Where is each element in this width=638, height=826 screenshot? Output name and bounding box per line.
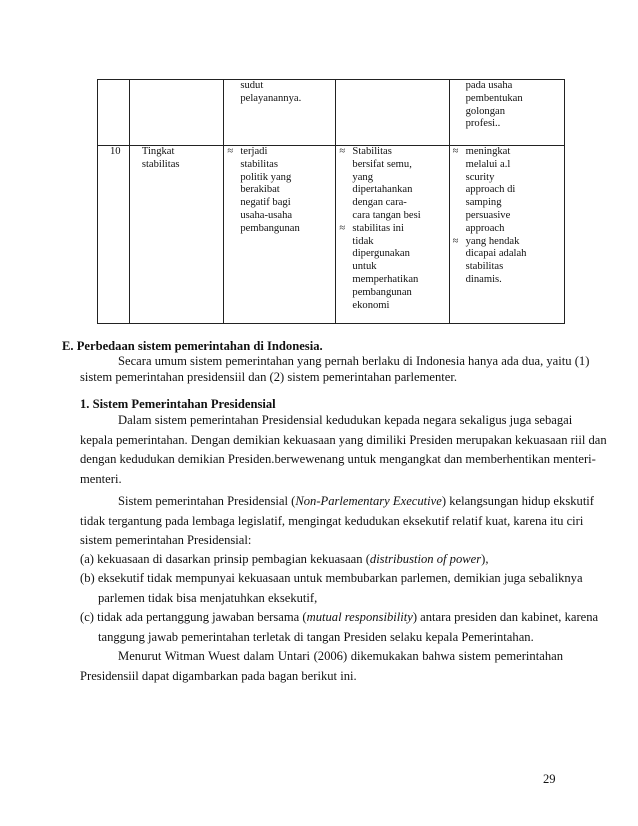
approx-bullet-icon: ≈ [339,222,346,234]
comparison-table [97,79,565,324]
table-cell: sudut pelayanannya. [224,80,336,146]
section-heading: E. Perbedaan sistem pemerintahan di Indonesia. [62,339,323,353]
paragraph: Dalam sistem pemerintahan Presidensial kedudukan kepada negara sekaligus juga sebagai kepala pemerintahan. Dengan demikian kekuasaan yang dimiliki Presiden merupakan kekuasaan riil dan dengan kedudukan demikian Presiden.berwewenang untuk mengangkat dan memberhentikan menteri- menteri. [80,413,607,486]
approx-bullet-icon: ≈ [452,146,459,157]
table-cell: pada usaha pembentukan golongan profesi.. [449,80,564,146]
table-cell [336,146,449,324]
approx-bullet-icon: ≈ [227,146,234,157]
sub-heading: 1. Sistem Pemerintahan Presidensial [80,397,276,411]
paragraph: Menurut Witman Wuest dalam Untari (2006) dikemukakan bahwa sistem pemerintahan Presidensiil dapat digambarkan pada bagan berikut ini. [80,649,563,683]
intro-paragraph: Secara umum sistem pemerintahan yang pernah berlaku di Indonesia hanya ada dua, yaitu (1) sistem pemerintahan presidensiil dan (2) sistem pemerintahan parlementer. [80,354,590,384]
list-item: (b) eksekutif tidak mempunyai kekuasaan untuk membubarkan parlemen, demikian juga sebaliknya parlemen tidak bisa menjatuhkan eksekutif, [80,571,583,605]
bullet-item: ≈ Stabilitas bersifat semu, yang dipertahankan dengan cara- cara tangan besi [339,146,421,221]
table-row [98,146,565,324]
table-cell: Tingkat stabilitas [129,146,223,324]
table-row [98,80,565,146]
approx-bullet-icon: ≈ [452,235,459,247]
table-cell: 10 [98,146,130,324]
bullet-item: ≈ terjadi stabilitas politik yang berakibat negatif bagi usaha-usaha pembangunan [227,146,300,234]
list-item: (c) tidak ada pertanggung jawaban bersama (mutual responsibility) antara presiden dan kabinet, karena tanggung jawab pemerintahan terletak di tangan Presiden selaku kepala Pemerintahan. [80,610,599,644]
page-number: 29 [543,772,556,786]
table-cell [224,146,336,324]
bullet-item: ≈ stabilitas ini tidak dipergunakan untuk memperhatikan pembangunan ekonomi [339,222,419,311]
bullet-item: ≈ yang hendak dicapai adalah stabilitas dinamis. [452,235,527,285]
table-cell [336,80,449,146]
list-item: (a) kekuasaan di dasarkan prinsip pembagian kekuasaan (distribustion of power), [80,552,489,566]
paragraph: Sistem pemerintahan Presidensial (Non-Parlementary Executive) kelangsungan hidup ekskutif tidak tergantung pada lembaga legislatif, mengingat kedudukan eksekutif relatif kuat, karena itu ciri sistem pemerintahan Presidensial: [80,494,595,547]
table-cell [129,80,223,146]
table-cell [449,146,564,324]
approx-bullet-icon: ≈ [339,146,346,157]
table-cell [98,80,130,146]
bullet-item: ≈ meningkat melalui a.l scurity approach di samping persuasive approach [452,146,516,234]
